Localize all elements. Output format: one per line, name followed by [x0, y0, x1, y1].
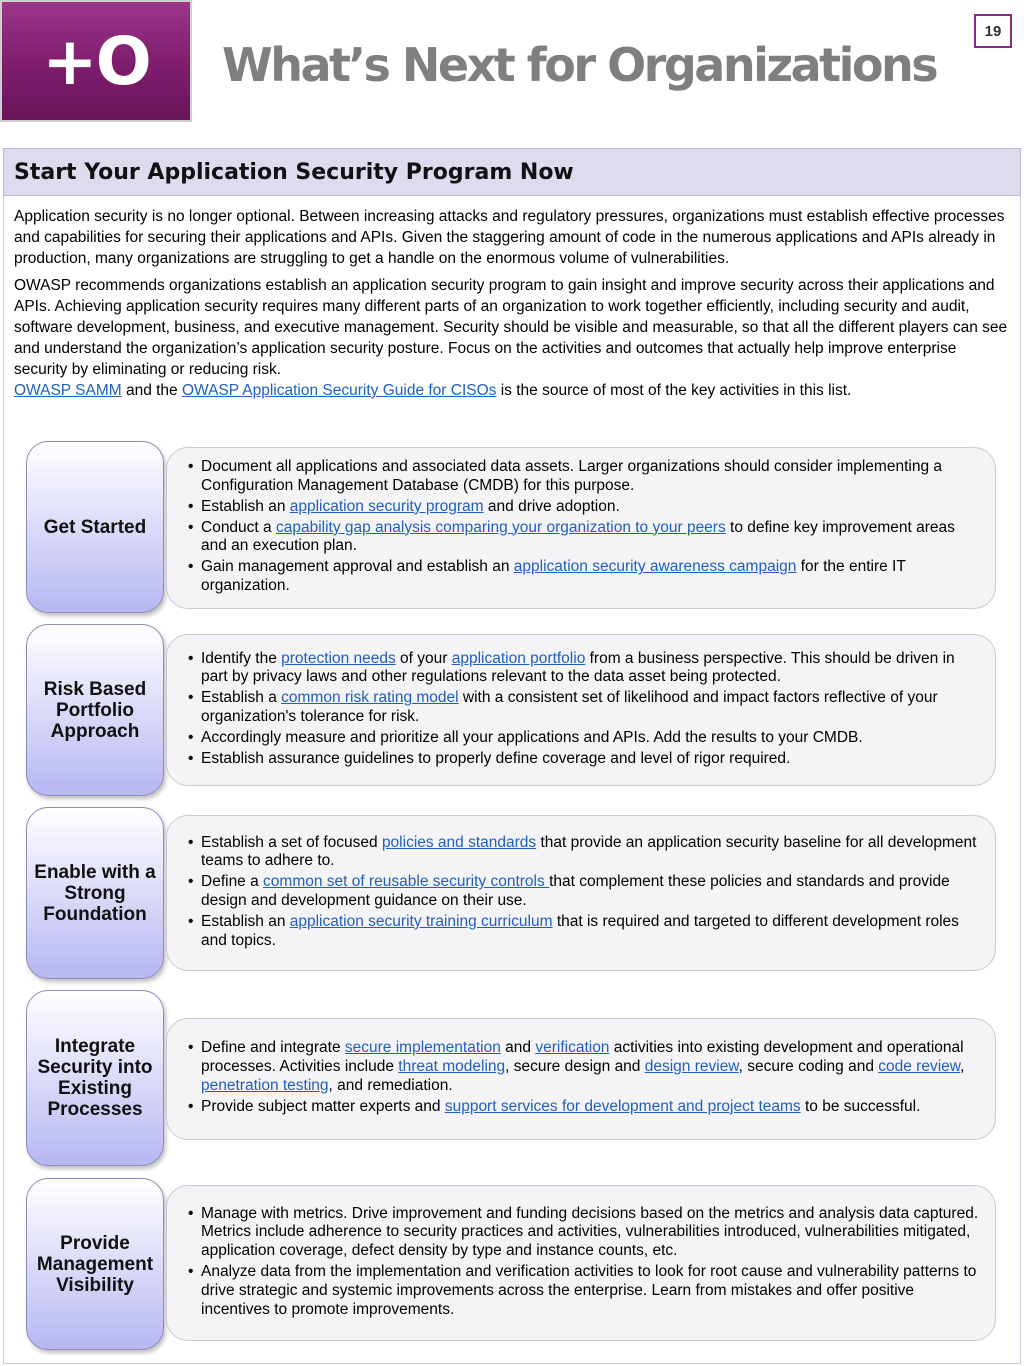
resource-link[interactable]: common set of reusable security controls [263, 873, 550, 891]
resource-link[interactable]: secure implementation [344, 1039, 501, 1057]
section-badge [0, 0, 192, 122]
bullet-text: to be successful. [800, 1097, 921, 1115]
step-content-management-visibility [166, 1185, 996, 1341]
bullet-text: , [960, 1058, 965, 1076]
bullet-text: Establish a set of focused [201, 833, 382, 851]
intro-ending: is the source of most of the key activities in this list. [496, 382, 852, 399]
bullet-text: Document all applications and associated data assets. Larger organizations should consider implementing a Configuration Management Database (CMDB) for this purpose. [201, 458, 942, 494]
bullet-text: Define and integrate [201, 1039, 345, 1057]
bullet-text: Conduct a [201, 518, 276, 536]
bullet-item [185, 729, 981, 748]
bullet-list [185, 1039, 981, 1118]
bullet-text: Establish a [201, 689, 282, 707]
resource-link[interactable]: verification [535, 1039, 610, 1057]
bullet-text: , secure coding and [738, 1058, 879, 1076]
owasp-samm-link[interactable]: OWASP SAMM [14, 382, 122, 399]
bullet-item [185, 689, 981, 727]
resource-link[interactable]: application portfolio [451, 649, 586, 667]
bullet-text: that is required and targeted to different development roles and topics. [201, 912, 959, 949]
bullet-text: Establish assurance guidelines to properly define coverage and level of rigor required. [201, 749, 791, 767]
bullet-item [185, 458, 981, 496]
bullet-text: Manage with metrics. Drive improvement and funding decisions based on the metrics and analysis data captured. Metrics include adherence to security practices and activities, vulnerabilities introduced, vulnerabilities mitigated, application coverage, defect density by type and instance counts, etc. [201, 1204, 979, 1260]
resource-link[interactable]: code review [878, 1058, 961, 1076]
resource-link[interactable]: threat modeling [398, 1058, 506, 1076]
step-content-strong-foundation [166, 815, 996, 971]
bullet-text: Establish an [201, 497, 290, 515]
bullet-text: , and remediation. [328, 1077, 453, 1094]
bullet-list [185, 1205, 981, 1322]
step-label-text: Get Started [43, 516, 147, 538]
section-heading: Start Your Application Security Program Now [14, 159, 574, 185]
bullet-text: Analyze data from the implementation and verification activities to look for root cause and vulnerability patterns to drive strategic and systemic improvements across the enterprise. Learn from mistakes and offer positive incentives to promote improvements. [201, 1263, 977, 1318]
owasp-ciso-guide-link[interactable]: OWASP Application Security Guide for CISOs [181, 382, 497, 399]
bullet-text: that complement these policies and standards and provide design and development guidance on their use. [201, 873, 950, 909]
bullet-list [185, 834, 981, 953]
bullet-item [185, 873, 981, 911]
step-label-text: Risk Based Portfolio Approach [43, 678, 147, 742]
step-label-strong-foundation [26, 807, 164, 979]
step-label-text: Enable with a Strong Foundation [34, 861, 156, 925]
step-label-management-visibility [26, 1178, 164, 1350]
bullet-text: with a consistent set of likelihood and impact factors reflective of your organization's tolerance for risk. [201, 689, 938, 725]
step-label-text: Integrate Security into Existing Processes [37, 1036, 153, 1120]
resource-link[interactable]: design review [644, 1058, 739, 1076]
bullet-item [185, 1098, 981, 1117]
resource-link[interactable]: common risk rating model [281, 689, 459, 707]
resource-link[interactable]: penetration testing [201, 1077, 329, 1094]
intro-paragraph-2 [14, 275, 1010, 401]
resource-link[interactable]: application security program [289, 497, 484, 515]
bullet-list [185, 458, 981, 598]
bullet-item [185, 834, 981, 872]
bullet-text: Provide subject matter experts and [201, 1097, 445, 1115]
bullet-text: activities into existing development and operational processes. Activities include [201, 1039, 964, 1076]
intro-paragraph-2-text: OWASP recommends organizations establish an application security program to gain insight and improve security across their applications and APIs. Achieving application security requires many different parts of an organization to work together efficiently, including security and audit, software development, business, and executive management. Security should be visible and measurable, so that all the different players can see and understand the organization’s application security posture. Focus on the activities and outcomes that actually help improve enterprise security by eliminating or reducing risk. [14, 277, 1008, 378]
bullet-item [185, 750, 981, 769]
bullet-item [185, 1205, 981, 1261]
bullet-item [185, 1263, 981, 1319]
bullet-text: from a business perspective. This should be driven in part by privacy laws and other regulations relevant to the data asset being protected. [201, 649, 955, 686]
step-label-get-started [26, 441, 164, 613]
bullet-item [185, 650, 981, 688]
step-content-integrate-security [166, 1018, 996, 1140]
resource-link[interactable]: application security awareness campaign [513, 558, 797, 576]
resource-link[interactable]: protection needs [281, 649, 396, 667]
bullet-text: , secure design and [505, 1058, 645, 1076]
bullet-text: for the entire IT organization. [201, 558, 906, 594]
bullet-text: Gain management approval and establish an [201, 558, 514, 576]
page-title: What’s Next for Organizations [222, 38, 937, 92]
bullet-text: Establish an [201, 912, 290, 930]
bullet-item [185, 519, 981, 557]
step-label-risk-based-portfolio [26, 624, 164, 796]
step-label-text: Provide Management Visibility [36, 1232, 154, 1296]
bullet-text: Define a [201, 873, 264, 891]
step-content-risk-based-portfolio [166, 634, 996, 786]
resource-link[interactable]: capability gap analysis comparing your organization to your peers [275, 518, 726, 536]
section-header [3, 148, 1021, 196]
bullet-text: to define key improvement areas and an execution plan. [201, 518, 955, 555]
bullet-text: and [500, 1039, 536, 1057]
bullet-item [185, 913, 981, 951]
bullet-text: Identify the [201, 649, 282, 667]
page-number: 19 [974, 14, 1012, 48]
intro-connector: and the [121, 382, 182, 399]
intro-paragraph-1: Application security is no longer optional. Between increasing attacks and regulatory pressures, organizations must establish effective processes and capabilities for securing their applications and APIs. Given the staggering amount of code in the numerous applications and APIs already in production, many organizations are struggling to get a handle on the enormous volume of vulnerabilities. [14, 208, 1005, 267]
badge-text: +O [42, 22, 150, 100]
bullet-text: that provide an application security baseline for all development teams to adhere to. [201, 833, 977, 870]
bullet-text: Accordingly measure and prioritize all your applications and APIs. Add the results to your CMDB. [201, 728, 863, 746]
bullet-text: of your [395, 649, 452, 667]
resource-link[interactable]: policies and standards [381, 833, 537, 851]
bullet-list [185, 650, 981, 771]
bullet-item [185, 1039, 981, 1095]
resource-link[interactable]: support services for development and project teams [444, 1097, 801, 1115]
bullet-item [185, 498, 981, 517]
intro-text [14, 206, 1010, 407]
step-label-integrate-security [26, 990, 164, 1166]
resource-link[interactable]: application security training curriculum [289, 912, 553, 930]
bullet-text: and drive adoption. [483, 497, 620, 515]
step-content-get-started [166, 447, 996, 609]
bullet-item [185, 558, 981, 596]
